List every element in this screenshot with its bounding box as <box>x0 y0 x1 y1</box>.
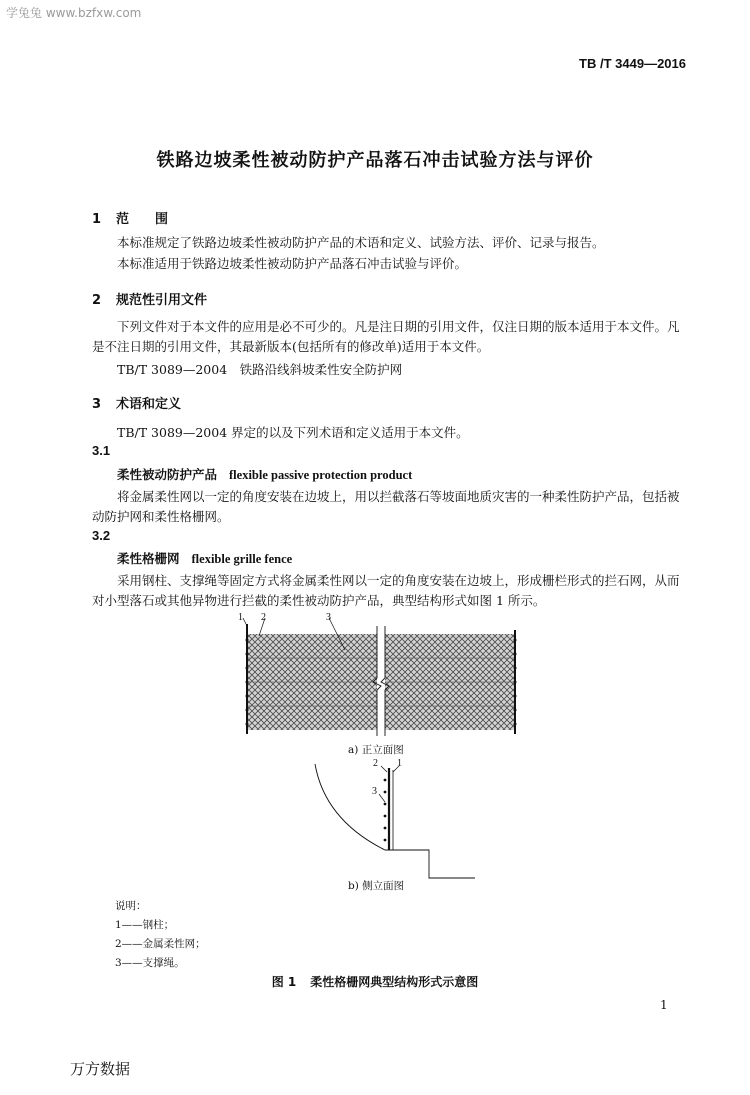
watermark: 学兔兔 www.bzfxw.com <box>6 6 142 20</box>
note-item: 2——金属柔性网； <box>115 938 206 950</box>
term-definition: 将金属柔性网以一定的角度安装在边坡上，用以拦截落石等坡面地质灾害的一种柔性防护产品，包括被动防护网和柔性格栅网。 <box>92 489 680 524</box>
section-number: 3 <box>92 397 102 412</box>
section-number: 1 <box>92 212 102 227</box>
figure-caption <box>0 973 750 990</box>
term-chinese: 柔性被动防护产品 <box>117 467 218 482</box>
term-definition: 采用钢柱、支撑绳等固定方式将金属柔性网以一定的角度安装在边坡上，形成栅栏形式的拦石网，从而对小型落石或其他异物进行拦截的柔性被动防护产品，典型结构形式如图 1 所示。 <box>92 573 680 608</box>
callout-label: 2 <box>373 758 378 769</box>
section-title: 规范性引用文件 <box>116 293 208 308</box>
section-title: 术语和定义 <box>116 397 182 412</box>
paragraph: TB/T 3089—2004 界定的以及下列术语和定义适用于本文件。 <box>117 425 469 440</box>
notes-title: 说明： <box>115 900 147 912</box>
paragraph: 本标准规定了铁路边坡柔性被动防护产品的术语和定义、试验方法、评价、记录与报告。 <box>117 235 605 250</box>
front-elevation-caption: a) 正立面图 <box>348 744 404 756</box>
front-elevation-drawing <box>225 612 535 742</box>
callout-label: 1 <box>238 612 243 623</box>
section-title: 范 围 <box>116 212 169 227</box>
page-number: 1 <box>660 998 668 1012</box>
referenced-document: TB/T 3089—2004 铁路沿线斜坡柔性安全防护网 <box>117 362 403 377</box>
slope-line <box>315 764 475 878</box>
paragraph: 下列文件对于本文件的应用是必不可少的。凡是注日期的引用文件，仅注日期的版本适用于本文件。凡是不注日期的引用文件，其最新版本(包括所有的修改单)适用于本文件。 <box>92 319 680 354</box>
subsection-3-1-number: 3.1 <box>92 443 111 458</box>
figure-number: 图 1 <box>271 975 297 989</box>
side-elevation-caption: b) 侧立面图 <box>348 880 405 892</box>
paragraph: 本标准适用于铁路边坡柔性被动防护产品落石冲击试验与评价。 <box>117 256 468 271</box>
callout-label: 1 <box>397 758 402 769</box>
standard-number: TB /T 3449—2016 <box>579 56 686 71</box>
term-english: flexible grille fence <box>191 552 293 566</box>
footer-source: 万方数据 <box>70 1060 131 1078</box>
note-item: 3——支撑绳。 <box>115 957 185 969</box>
callout-label: 2 <box>261 612 266 623</box>
section-3-heading <box>92 393 181 412</box>
section-1-heading <box>92 208 168 227</box>
section-number: 2 <box>92 293 102 308</box>
term-chinese: 柔性格栅网 <box>117 551 180 566</box>
term-3-1 <box>117 465 412 483</box>
note-item: 1——钢柱； <box>115 919 175 931</box>
section-2-heading <box>92 289 207 308</box>
term-english: flexible passive protection product <box>229 468 413 482</box>
document-title: 铁路边坡柔性被动防护产品落石冲击试验方法与评价 <box>156 150 594 171</box>
callout-label: 3 <box>372 786 377 797</box>
callout-label: 3 <box>326 612 331 623</box>
side-elevation-drawing <box>305 758 475 884</box>
term-3-2 <box>117 549 292 567</box>
subsection-3-2-number: 3.2 <box>92 528 111 543</box>
figure-title: 柔性格栅网典型结构形式示意图 <box>310 975 479 989</box>
